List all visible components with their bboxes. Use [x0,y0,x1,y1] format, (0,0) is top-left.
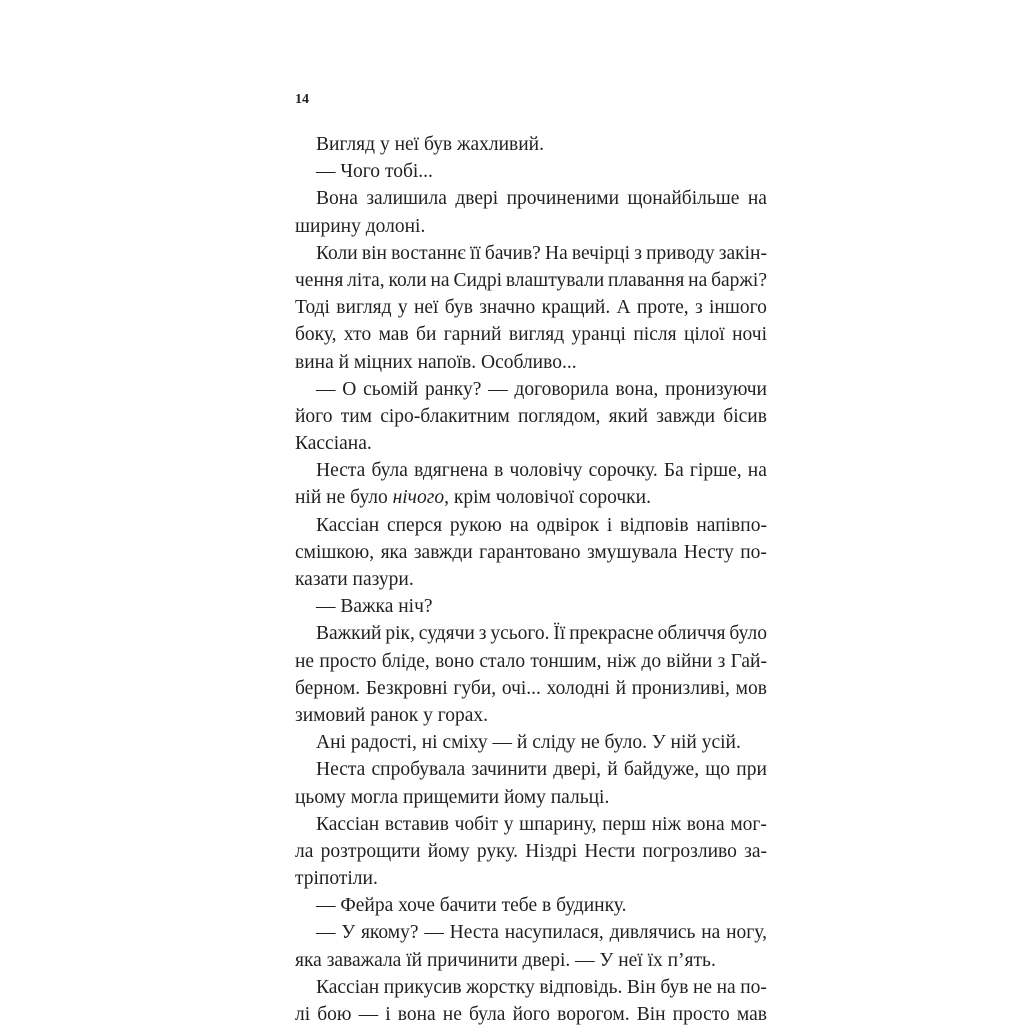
text-line: Важкий рік, судячи з усього. Її прекрасне обличчя було [316,623,767,645]
text-line: цьому могла прищемити йому пальці. [295,786,610,808]
text-line: Неста спробувала зачинити двері, й байдуже, що при [316,759,767,781]
text-line: лі бою — і вона не була його ворогом. Він просто мав [295,1004,767,1025]
text-line: яка заважала їй причинити двері. — У неї їх п’ять. [295,949,716,971]
text-line: смішкою, яка завжди гарантовано змушувала Несту по- [295,541,767,563]
text-line: Кассіан прикусив жорстку відповідь. Він був не на по- [316,976,767,998]
text-line: — О сьомій ранку? — договорила вона, пронизуючи [316,378,767,400]
text-line: Тоді вигляд у неї був значно кращий. А проте, з іншого [295,297,767,319]
text-line: — У якому? — Неста насупилася, дивлячись на ногу, [316,922,767,944]
text-line: чення літа, коли на Сидрі влаштували плавання на баржі? [295,269,767,291]
text-line: Кассіан вставив чобіт у шпарину, перш ніж вона мог- [316,813,767,835]
text-line: Коли він востаннє її бачив? На вечірці з приводу закін- [316,242,767,264]
page-number: 14 [295,92,309,107]
text-line: казати пазури. [295,569,414,590]
text-line: Ані радості, ні сміху — й сліду не було. У ній усій. [316,732,741,754]
text-line: берном. Безкровні губи, очі... холодні й пронизливі, мов [295,677,767,699]
text-line: зимовий ранок у горах. [295,704,489,726]
text-line: боку, хто мав би гарний вигляд уранці після цілої ночі [295,324,767,346]
text-line: — Чого тобі... [316,161,433,183]
text-line: ширину долоні. [295,215,426,237]
text-line: його тим сіро-блакитним поглядом, який завжди бісив [295,405,767,427]
text-line: Вона залишила двері прочиненими щонайбільше на [316,188,767,210]
text-line: Кассіан сперся рукою на одвірок і відповів напівпо- [316,514,767,536]
text-line: Кассіана. [295,433,372,455]
text-line: тріпотіли. [295,868,378,890]
text-line: Неста була вдягнена в чоловічу сорочку. Ба гірше, на [316,460,767,482]
body-text [295,131,767,1028]
text-line: — Фейра хоче бачити тебе в будинку. [316,895,627,917]
text-line: — Важка ніч? [316,596,433,618]
text-line: ла розтрощити йому руку. Ніздрі Нести погрозливо за- [295,840,767,862]
text-line: Вигляд у неї був жахливий. [316,134,544,155]
text-line: ній не було нічого, крім чоловічої сорочки. [295,487,651,509]
text-line: не просто бліде, воно стало тоншим, ніж до війни з Гай- [295,650,767,672]
text-line: вина й міцних напоїв. Особливо... [295,351,577,373]
